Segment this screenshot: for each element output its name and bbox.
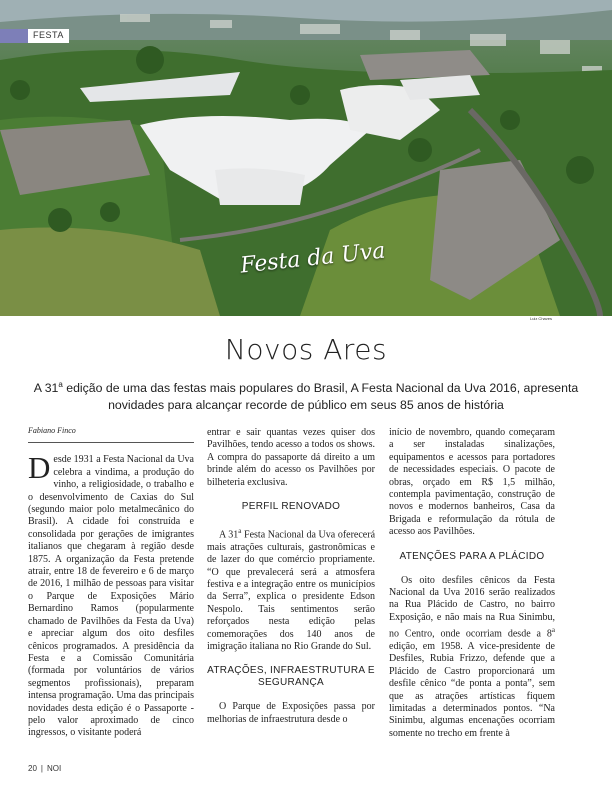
author-byline: Fabiano Finco <box>28 425 194 443</box>
photo-credit: Luiz Chaves <box>529 316 552 321</box>
section-heading: PERFIL RENOVADO <box>241 501 341 513</box>
column-2 <box>207 427 375 726</box>
paragraph: A 31$^a$ Festa Nacional da Uva oferecerá mais atrações culturais, gastronômicas e de lazer do que comércio propriamente. “O que prevalecerá será a atmosfera festiva e a integração entre os municípios da Serra”, explica o presidente Edson Nespolo. Tais sentimentos serão reforçados nesta edição pelas comemorações dos 140 anos de imigração italiana no Rio Grande do Sul. <box>207 527 376 653</box>
article-subtitle: A 31$^a$ edição de uma das festas mais populares do Brasil, A Festa Nacional da Uva 2016, apresenta novidades para alcançar recorde de público em seus 85 anos de história <box>33 380 579 413</box>
column-3 <box>389 427 555 740</box>
section-heading: ATRAÇÕES, INFRAESTRUTURA E SEGURANÇA <box>207 665 375 689</box>
footer-separator: | <box>40 764 43 773</box>
paragraph: Desde 1931 a Festa Nacional da Uva celebra a vindima, a produção do vinho, a religiosidade, o trabalho e o desenvolvimento de Caxias do Sul (segundo maior polo metalmecânico do Brasil). A cidade foi construída e consolidada por gerações de imigrantes italianos que chegaram à região desde 1875. A organização da Festa pretende atrair, entre 18 de fevereiro e 6 de março de 2016, 1 milhão de pessoas para visitar o Parque de Exposições Mário Bernardino Ramos (popularmente chamado de Pavilhões da Festa da Uva) e apreciar algum dos oito desfiles cênicos programados. A presidência da Festa e a Comissão Comunitária (formada por voluntários de vários segmentos profissionais), preparam intensa programação. Uma das principais novidades desta edição é o Passaporte - pelo valor aproximado de cinco ingressos, o visitante poderá <box>28 450 194 739</box>
paragraph: O Parque de Exposições passa por melhorias de infraestrutura desde o <box>207 701 375 725</box>
column-1 <box>28 425 194 740</box>
drop-cap: D <box>28 450 51 486</box>
paragraph: início de novembro, quando começaram a ser instaladas sinalizações, equipamentos e acessos para portadores de necessidades especiais. O pacote de obras, orçado em R$ 1,5 milhão, contempla pavimentação, construção de novos e modernos banheiros, Casa da Brigada e reformulação da rótula de acesso aos Pavilhões. <box>389 427 555 538</box>
page-number: 20 <box>28 764 37 773</box>
section-label: FESTA <box>33 30 64 40</box>
page-footer <box>28 764 61 773</box>
magazine-name: NOI <box>46 764 62 773</box>
article-title: Novos Ares <box>224 333 388 366</box>
section-accent-bar <box>0 29 28 43</box>
section-tag <box>0 29 69 43</box>
festa-da-uva-logo: Festa da Uva <box>239 238 387 279</box>
paragraph: Os oito desfiles cênicos da Festa Nacional da Uva 2016 serão realizados na Rua Plácido de Castro, no bairro Exposição, e não mais na Rua Sinimbu, no Centro, onde ocorriam desde a 8$^a$ edição, em 1958. A vice-presidente de Desfiles, Rubia Frizzo, defende que a Plácido de Castro proporcionará um desfile cênico “de ponta a ponta”, sem que as atrações artísticas fiquem limitadas a determinados pontos. “Na Sinimbu, algumas encenações ocorriam somente no trecho em frente à <box>389 574 555 739</box>
paragraph: entrar e sair quantas vezes quiser dos Pavilhões, tendo acesso a todos os shows. A compra do passaporte dá direito a um brinde além do acesso os Pavilhões por bilheteria exclusiva. <box>207 427 375 488</box>
hero-aerial-photo <box>0 0 612 316</box>
section-heading: ATENÇÕES PARA A PLÁCIDO <box>399 550 545 562</box>
